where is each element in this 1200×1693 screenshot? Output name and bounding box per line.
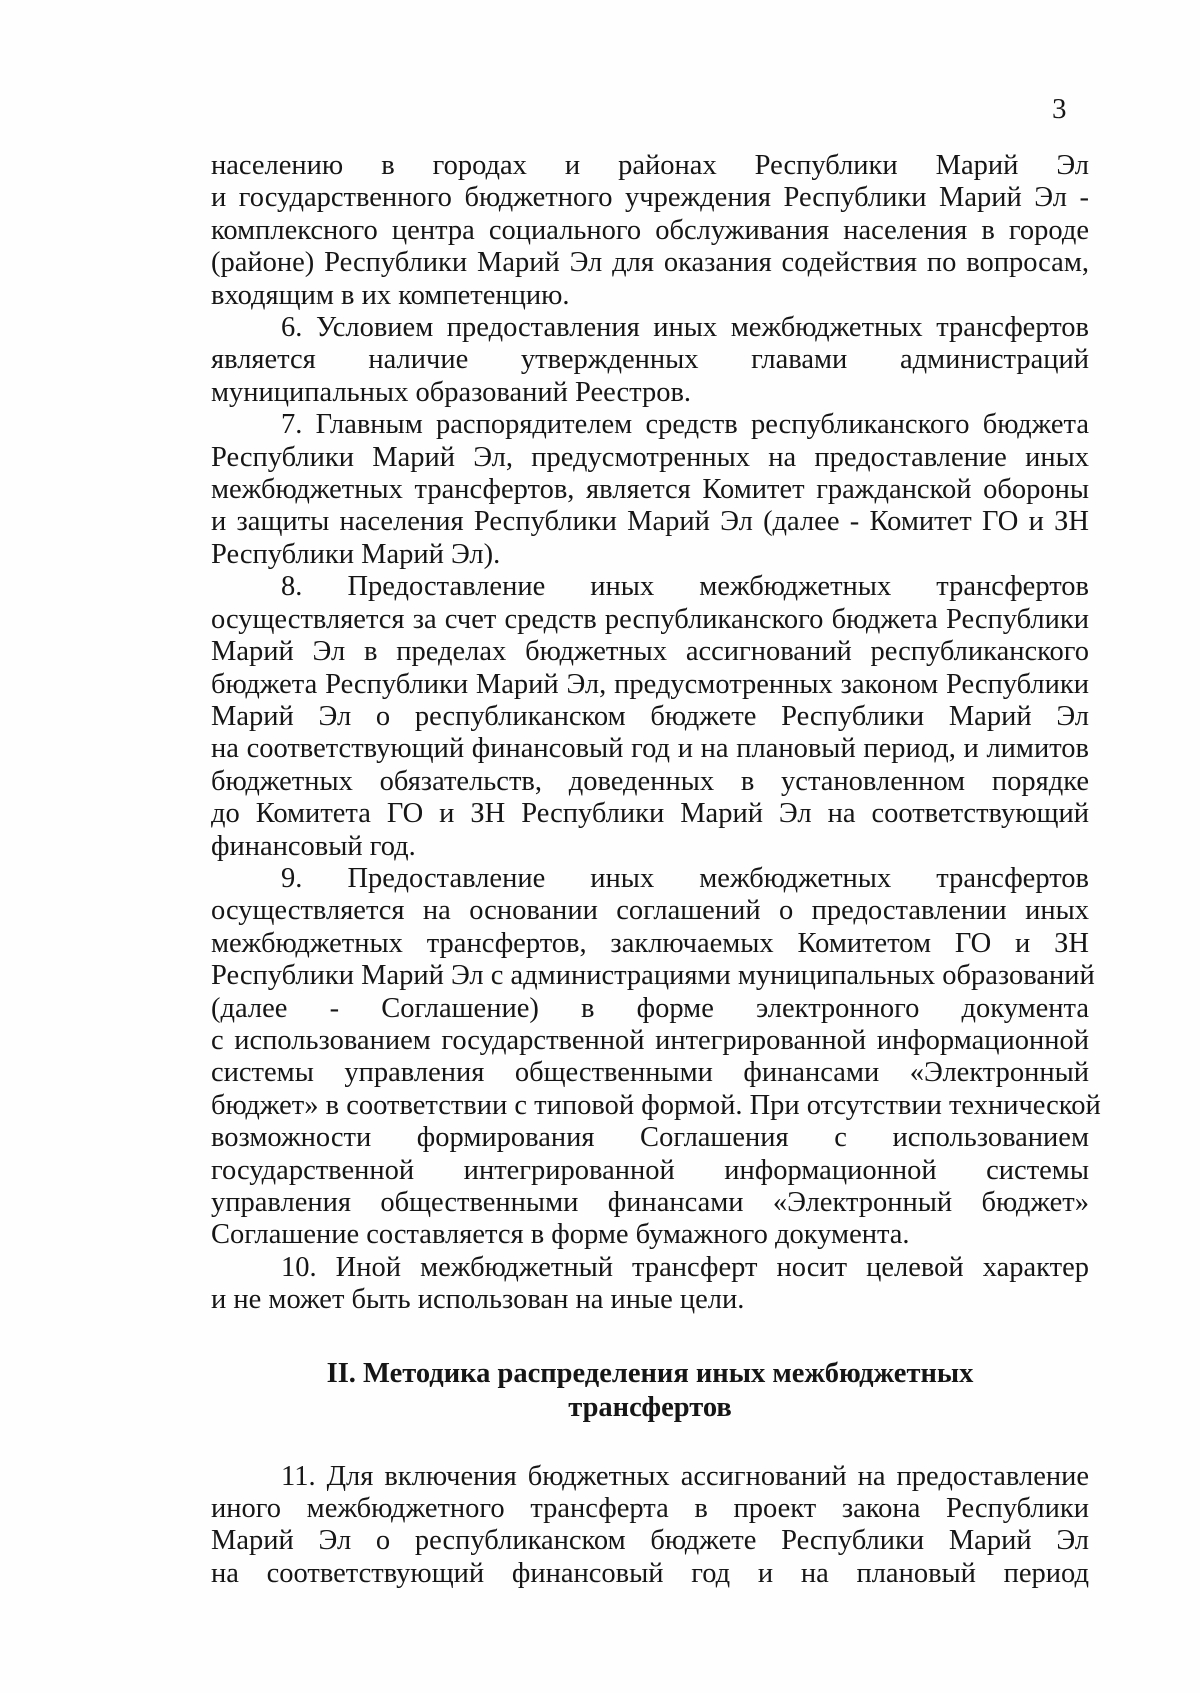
text-line: Соглашение составляется в форме бумажного документа. <box>211 1219 910 1251</box>
text-line: муниципальных образований Реестров. <box>211 376 692 408</box>
text-line: 7. Главным распорядителем средств республиканского бюджета <box>281 409 1089 441</box>
text-line: является наличие утвержденных главами администраций <box>211 344 1089 376</box>
text-line: Марий Эл в пределах бюджетных ассигнований республиканского <box>211 636 1089 668</box>
text-line: и не может быть использован на иные цели. <box>211 1284 745 1316</box>
document-body <box>211 150 1101 1590</box>
paragraph-item-6 <box>211 312 1089 409</box>
text-line: системы управления общественными финансами «Электронный <box>211 1057 1089 1089</box>
text-line: межбюджетных трансфертов, заключаемых Комитетом ГО и ЗН <box>211 927 1089 959</box>
text-line: осуществляется за счет средств республиканского бюджета Республики <box>211 603 1089 635</box>
text-line: 9. Предоставление иных межбюджетных трансфертов <box>281 862 1089 894</box>
text-line: Республики Марий Эл, предусмотренных на предоставление иных <box>211 441 1089 473</box>
text-line: бюджетных обязательств, доведенных в установленном порядке <box>211 765 1089 797</box>
text-line: до Комитета ГО и ЗН Республики Марий Эл на соответствующий <box>211 798 1089 830</box>
paragraph-item-10 <box>211 1252 1089 1317</box>
page-number: 3 <box>1052 93 1067 125</box>
section-heading <box>211 1357 1089 1425</box>
text-line: и государственного бюджетного учреждения Республики Марий Эл - <box>211 182 1089 214</box>
paragraph-item-8 <box>211 571 1089 863</box>
text-line: и защиты населения Республики Марий Эл (далее - Комитет ГО и ЗН <box>211 506 1089 538</box>
paragraph-continuation <box>211 150 1089 312</box>
text-line: государственной интегрированной информационной системы <box>211 1154 1089 1186</box>
text-line: бюджет» в соответствии с типовой формой. При отсутствии технической <box>211 1089 1101 1121</box>
text-line: финансовый год. <box>211 830 416 862</box>
text-line: 11. Для включения бюджетных ассигнований на предоставление <box>281 1460 1089 1492</box>
text-line: (далее - Соглашение) в форме электронного документа <box>211 992 1089 1024</box>
text-line: на соответствующий финансовый год и на плановый период, и лимитов <box>211 733 1089 765</box>
text-line: 6. Условием предоставления иных межбюджетных трансфертов <box>281 312 1089 344</box>
text-line: осуществляется на основании соглашений о предоставлении иных <box>211 895 1089 927</box>
paragraph-item-11 <box>211 1461 1089 1591</box>
text-line: возможности формирования Соглашения с использованием <box>211 1122 1089 1154</box>
text-line: 8. Предоставление иных межбюджетных трансфертов <box>281 571 1089 603</box>
paragraph-item-9 <box>211 862 1101 1252</box>
text-line: Марий Эл о республиканском бюджете Республики Марий Эл <box>211 1525 1089 1557</box>
text-line: Республики Марий Эл). <box>211 538 501 570</box>
text-line: 10. Иной межбюджетный трансферт носит целевой характер <box>281 1251 1089 1283</box>
text-line: на соответствующий финансовый год и на плановый период <box>211 1557 1089 1589</box>
section-heading-line: II. Методика распределения иных межбюджетных <box>326 1357 974 1389</box>
section-heading-line: трансфертов <box>568 1391 732 1423</box>
paragraph-item-7 <box>211 409 1089 571</box>
text-line: входящим в их компетенцию. <box>211 279 570 311</box>
text-line: комплексного центра социального обслуживания населения в городе <box>211 214 1089 246</box>
text-line: населению в городах и районах Республики Марий Эл <box>211 150 1089 181</box>
text-line: с использованием государственной интегрированной информационной <box>211 1024 1089 1056</box>
text-line: управления общественными финансами «Электронный бюджет» <box>211 1187 1089 1218</box>
text-line: Республики Марий Эл с администрациями муниципальных образований <box>211 960 1095 992</box>
text-line: межбюджетных трансфертов, является Комитет гражданской обороны <box>211 474 1089 506</box>
text-line: Марий Эл о республиканском бюджете Республики Марий Эл <box>211 700 1089 732</box>
text-line: (районе) Республики Марий Эл для оказания содействия по вопросам, <box>211 247 1089 279</box>
text-line: иного межбюджетного трансферта в проект закона Республики <box>211 1493 1089 1525</box>
text-line: бюджета Республики Марий Эл, предусмотренных законом Республики <box>211 668 1089 700</box>
